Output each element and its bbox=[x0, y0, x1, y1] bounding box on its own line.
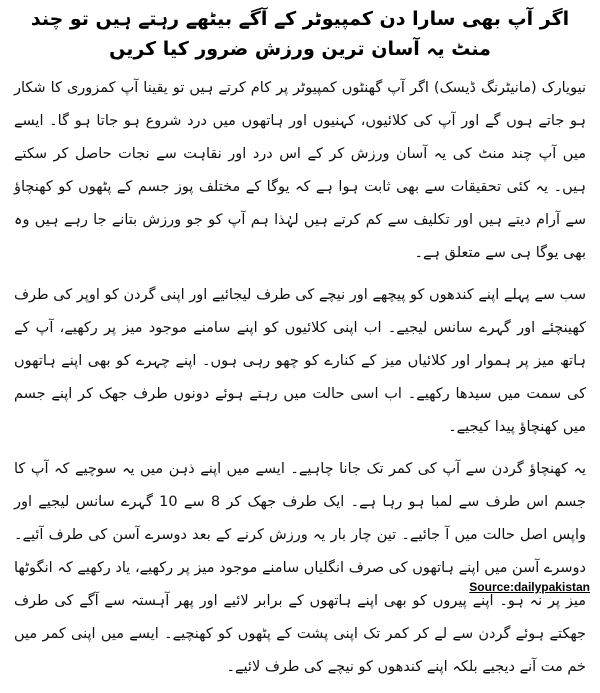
article-paragraph-2: سب سے پہلے اپنے کندھوں کو پیچھے اور نیچے کی طرف لیجائیے اور اپنی گردن کو اوپر کی طرف کھینچئے اور گہرے سانس لیجیے۔ اب اپنی کلائیوں کو اپنے سامنے موجود میز پر رکھیے، آپ کے ہاتھ میز پر ہموار اور کلائیاں میز کے کنارے کو چھو رہی ہوں۔ اپنے چہرے کو بھی اپنے ہاتھوں کی سمت میں سیدھا رکھیے۔ اب اسی حالت میں رہتے ہوئے دونوں طرف جھک کر اپنے جسم میں کھنچاؤ پیدا کیجیے۔ bbox=[14, 287, 586, 435]
article-title: اگر آپ بھی سارا دن کمپیوٹر کے آگے بیٹھے رہتے ہیں تو چند منٹ یہ آسان ترین ورزش ضرور کیا کریں bbox=[30, 8, 570, 60]
article-paragraph-1: نیویارک (مانیٹرنگ ڈیسک) اگر آپ گھنٹوں کمپیوٹر پر کام کرتے ہیں تو یقینا آپ کمزوری کا شکار ہو جاتے ہوں گے اور آپ کی کلائیوں، کہنیوں اور ہاتھوں میں درد شروع ہو جاتا ہو گا۔ ایسے میں آپ چند منٹ کی یہ آسان ورزش کر کے اس درد اور نقاہت سے نجات حاصل کر سکتے ہیں۔ یہ کئی تحقیقات سے بھی ثابت ہوا ہے کہ یوگا کے مختلف پوز جسم کے پٹھوں کو کھنچاؤ سے آرام دیتے ہیں اور تکلیف سے کم کرتے ہیں لہٰذا ہم آپ کو جو ورزش بتانے جا رہے ہیں وہ بھی یوگا ہی سے متعلق ہے۔ bbox=[14, 80, 586, 261]
article-paragraph-3: یہ کھنچاؤ گردن سے آپ کی کمر تک جانا چاہیے۔ ایسے میں اپنے ذہن میں یہ سوچیے کہ آپ کا جسم اس طرف سے لمبا ہو رہا ہے۔ ایک طرف جھک کر 8 سے 10 گہرے سانس لیجیے اور واپس اصل حالت میں آ جائیے۔ تین چار بار یہ ورزش کرنے کے بعد دوسرے آسن کی طرف آئیے۔ دوسرے آسن میں اپنے ہاتھوں کی صرف انگلیاں سامنے موجود میز پر رکھیے، یاد رکھیے کہ انگوٹھا میز پر نہ ہو۔ اپنے پیروں کو بھی اپنے ہاتھوں کے برابر لائیے اور پھر آہستہ سے آگے کی طرف جھکتے ہوئے گردن سے لے کر کمر تک اپنی پشت کے پٹھوں کو کھنچیے۔ ایسے میں اپنی کمر میں خم مت آنے دیجیے بلکہ اپنے کندھوں کو نیچے کی طرف لائیے۔ bbox=[14, 461, 586, 675]
source-credit: Source:dailypakistan bbox=[469, 580, 590, 594]
